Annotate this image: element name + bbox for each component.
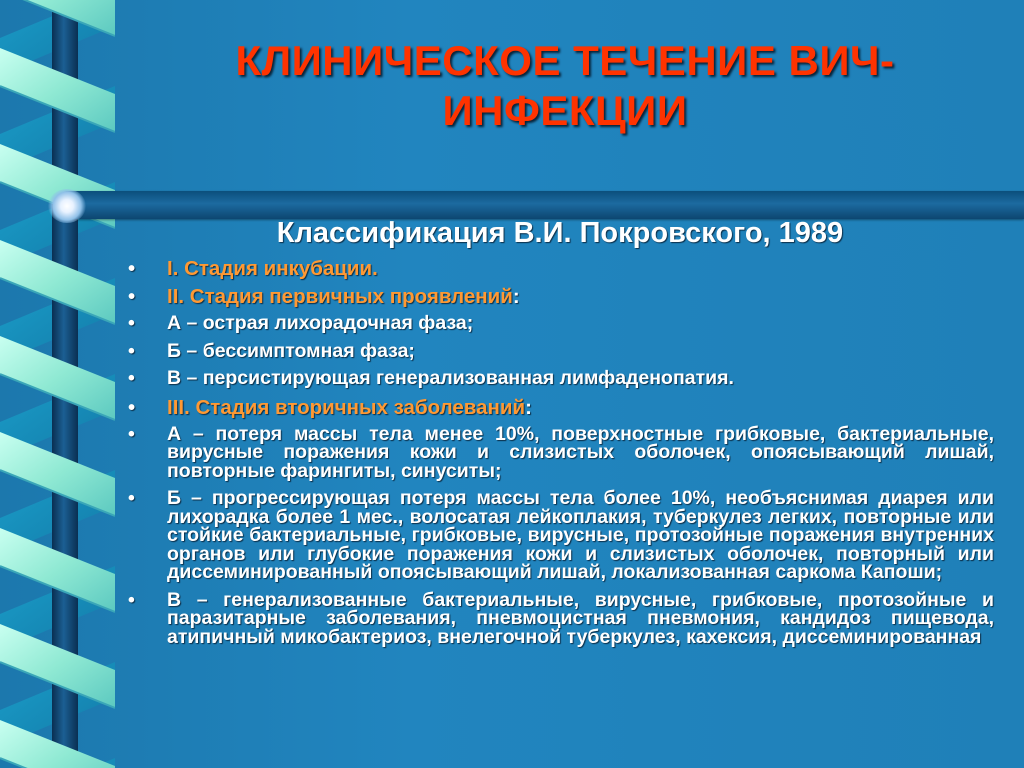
ribbon-decoration bbox=[0, 0, 115, 768]
bullet: • bbox=[128, 339, 135, 362]
list-item bbox=[128, 314, 994, 333]
list-item bbox=[128, 369, 994, 388]
stage-label: III. Стадия вторичных заболеваний bbox=[167, 395, 526, 419]
bullet: • bbox=[128, 312, 135, 334]
item-text: Б – прогрессирующая потеря массы тела более 10%, необъяснимая диарея или лихорадка более 1 мес., волосатая лейкоплакия, туберкулез легких, повторные или стойкие бактериальные, грибковые, вирусные, протозойные поражения внутренних органов или глубокие поражения кожи и слизистых оболочек, повторный или диссеминированный опоясывающий лишай, локализованная саркома Капоши; bbox=[167, 487, 994, 583]
bullet: • bbox=[128, 257, 136, 280]
item-text: А – острая лихорадочная фаза; bbox=[167, 312, 474, 334]
list-item-stage-2 bbox=[128, 286, 994, 307]
bullet: • bbox=[128, 422, 135, 445]
list-item-stage-1 bbox=[128, 258, 994, 279]
bullet: • bbox=[128, 395, 136, 419]
stage-label: II. Стадия первичных проявлений bbox=[167, 285, 513, 308]
classification-list bbox=[128, 258, 994, 655]
slide-title: КЛИНИЧЕСКОЕ ТЕЧЕНИЕ ВИЧ-ИНФЕКЦИИ bbox=[235, 37, 895, 134]
list-item bbox=[128, 339, 994, 362]
item-text: В – персистирующая генерализованная лимфаденопатия. bbox=[167, 367, 734, 389]
list-item bbox=[128, 422, 994, 482]
list-item bbox=[128, 588, 994, 648]
stage-suffix: : bbox=[512, 285, 520, 308]
stage-label: I. Стадия инкубации. bbox=[167, 257, 378, 280]
item-text: В – генерализованные бактериальные, вирусные, грибковые, протозойные и паразитарные заболевания, пневмоцистная пневмония, кандидоз пищевода, атипичный микобактериоз, внелегочной туберкулез, кахексия, диссеминированная bbox=[167, 588, 994, 648]
bullet: • bbox=[128, 487, 135, 509]
item-text: А – потеря массы тела менее 10%, поверхностные грибковые, бактериальные, вирусные поражения кожи и слизистых оболочек, опоясывающий лишай, повторные фарингиты, синуситы; bbox=[167, 422, 994, 482]
list-item-stage-3 bbox=[128, 397, 994, 418]
list-item bbox=[128, 489, 994, 582]
item-text: Б – бессимптомная фаза; bbox=[167, 339, 415, 362]
bullet: • bbox=[128, 285, 136, 308]
divider-glow bbox=[48, 189, 86, 223]
bullet: • bbox=[128, 367, 135, 389]
bullet: • bbox=[128, 588, 135, 611]
slide-subtitle: Классификация В.И. Покровского, 1989 bbox=[276, 217, 844, 249]
stage-suffix: : bbox=[525, 395, 532, 419]
